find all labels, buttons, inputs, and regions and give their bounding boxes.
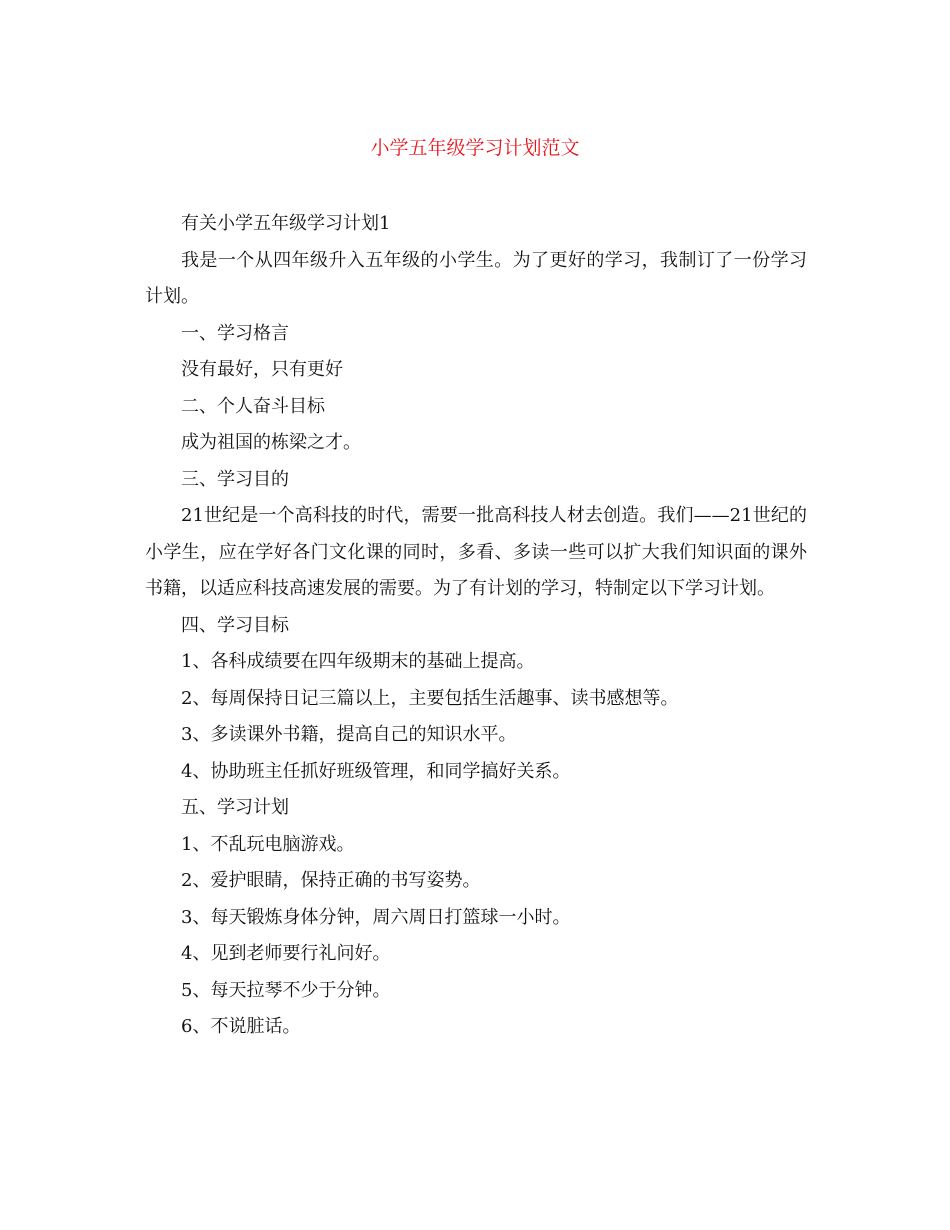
heading-study-goals: 四、学习目标	[181, 614, 289, 636]
paragraph-subtitle: 有关小学五年级学习计划1	[181, 213, 391, 234]
paragraph-motto: 没有最好，只有更好	[181, 359, 343, 380]
list-item-plan-6: 6、不说脏话。	[181, 1016, 301, 1037]
list-item-goal-2: 2、每周保持日记三篇以上，主要包括生活趣事、读书感想等。	[181, 687, 679, 709]
list-item-plan-3: 3、每天锻炼身体分钟，周六周日打篮球一小时。	[181, 906, 571, 928]
heading-personal-goal: 二、个人奋斗目标	[181, 395, 325, 417]
heading-motto: 一、学习格言	[181, 322, 289, 344]
list-item-plan-5: 5、每天拉琴不少于分钟。	[181, 979, 391, 1001]
paragraph-purpose: 21世纪是一个高科技的时代，需要一批高科技人材去创造。我们——21世纪的小学生，应在学好各门文化课的同时，多看、多读一些可以扩大我们知识面的课外书籍，以适应科技高速发展的需要。为了有计划的学习，特制定以下学习计划。	[145, 505, 807, 599]
list-item-plan-1: 1、不乱玩电脑游戏。	[181, 833, 355, 855]
list-item-goal-3: 3、多读课外书籍，提高自己的知识水平。	[181, 724, 517, 745]
paragraph-personal-goal: 成为祖国的栋梁之才。	[181, 432, 361, 453]
list-item-plan-4: 4、见到老师要行礼问好。	[181, 943, 391, 964]
document-body	[145, 206, 807, 1046]
list-item-goal-4: 4、协助班主任抓好班级管理，和同学搞好关系。	[181, 760, 571, 782]
heading-study-plan: 五、学习计划	[181, 797, 289, 818]
document-title: 小学五年级学习计划范文	[370, 137, 580, 159]
list-item-goal-1: 1、各科成绩要在四年级期末的基础上提高。	[181, 651, 535, 672]
heading-purpose: 三、学习目的	[181, 468, 289, 490]
paragraph-intro: 我是一个从四年级升入五年级的小学生。为了更好的学习，我制订了一份学习计划。	[145, 249, 807, 307]
list-item-plan-2: 2、爱护眼睛，保持正确的书写姿势。	[181, 870, 481, 891]
